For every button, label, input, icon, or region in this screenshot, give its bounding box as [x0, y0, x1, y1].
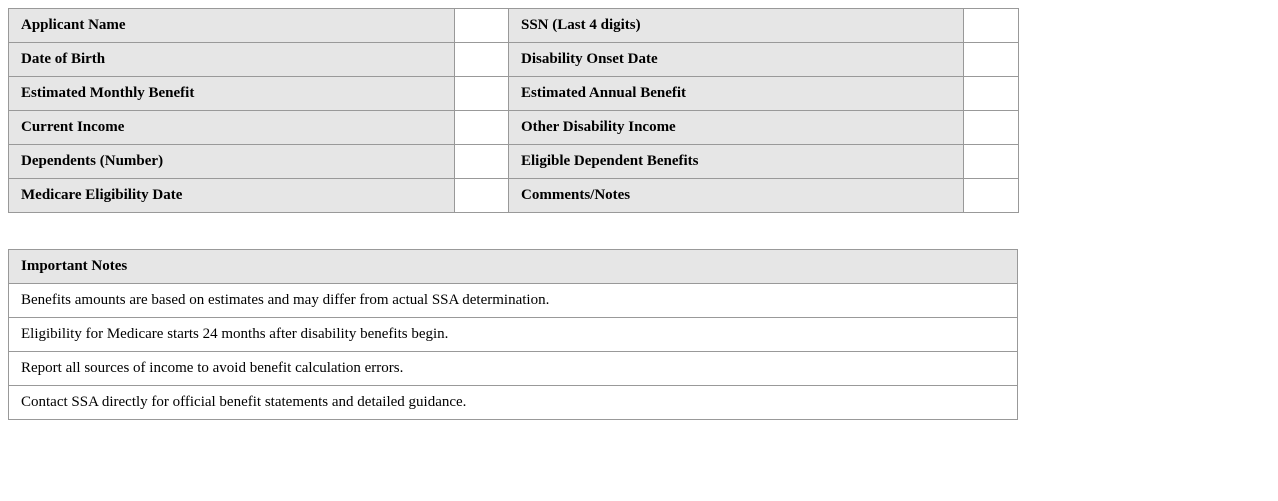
- table-row: [9, 250, 1018, 284]
- estimated-annual-benefit-field[interactable]: [964, 77, 1019, 111]
- estimated-monthly-benefit-label: Estimated Monthly Benefit: [9, 77, 455, 111]
- note-item: Report all sources of income to avoid benefit calculation errors.: [9, 352, 1018, 386]
- ssn-label: SSN (Last 4 digits): [509, 9, 964, 43]
- table-row: [9, 284, 1018, 318]
- dependents-number-field[interactable]: [455, 145, 509, 179]
- current-income-field[interactable]: [455, 111, 509, 145]
- comments-notes-label: Comments/Notes: [509, 179, 964, 213]
- table-row: [9, 77, 1019, 111]
- table-row: [9, 352, 1018, 386]
- eligible-dependent-benefits-field[interactable]: [964, 145, 1019, 179]
- table-row: [9, 43, 1019, 77]
- note-item: Benefits amounts are based on estimates and may differ from actual SSA determination.: [9, 284, 1018, 318]
- table-row: [9, 386, 1018, 420]
- date-of-birth-field[interactable]: [455, 43, 509, 77]
- important-notes-table: [8, 249, 1018, 420]
- other-disability-income-field[interactable]: [964, 111, 1019, 145]
- current-income-label: Current Income: [9, 111, 455, 145]
- note-item: Eligibility for Medicare starts 24 months after disability benefits begin.: [9, 318, 1018, 352]
- table-row: [9, 111, 1019, 145]
- important-notes-header: Important Notes: [9, 250, 1018, 284]
- date-of-birth-label: Date of Birth: [9, 43, 455, 77]
- medicare-eligibility-date-field[interactable]: [455, 179, 509, 213]
- disability-onset-date-label: Disability Onset Date: [509, 43, 964, 77]
- table-row: [9, 318, 1018, 352]
- table-row: [9, 145, 1019, 179]
- estimated-annual-benefit-label: Estimated Annual Benefit: [509, 77, 964, 111]
- table-row: [9, 179, 1019, 213]
- applicant-name-field[interactable]: [455, 9, 509, 43]
- dependents-number-label: Dependents (Number): [9, 145, 455, 179]
- medicare-eligibility-date-label: Medicare Eligibility Date: [9, 179, 455, 213]
- table-row: [9, 9, 1019, 43]
- disability-onset-date-field[interactable]: [964, 43, 1019, 77]
- comments-notes-field[interactable]: [964, 179, 1019, 213]
- other-disability-income-label: Other Disability Income: [509, 111, 964, 145]
- applicant-name-label: Applicant Name: [9, 9, 455, 43]
- benefit-info-table: [8, 8, 1019, 213]
- eligible-dependent-benefits-label: Eligible Dependent Benefits: [509, 145, 964, 179]
- ssn-field[interactable]: [964, 9, 1019, 43]
- estimated-monthly-benefit-field[interactable]: [455, 77, 509, 111]
- note-item: Contact SSA directly for official benefit statements and detailed guidance.: [9, 386, 1018, 420]
